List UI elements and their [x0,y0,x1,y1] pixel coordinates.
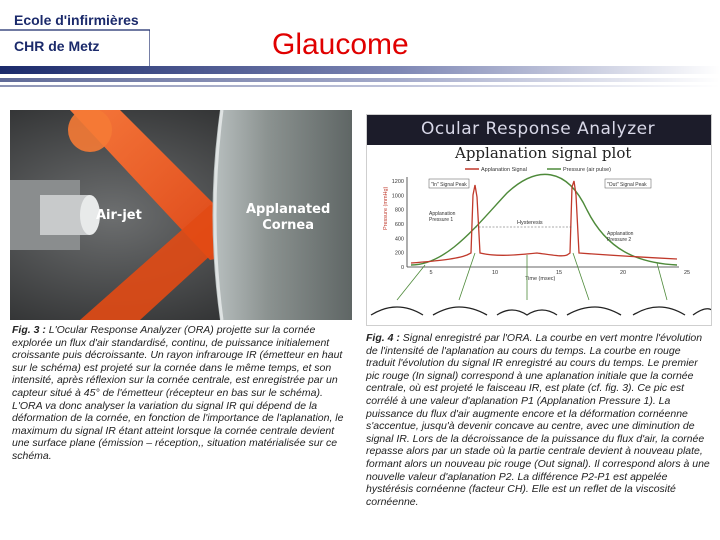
annot-in-peak: "In" Signal Peak [431,182,467,188]
applanated-label-line1: Applanated [246,202,331,217]
annot-hysteresis: Hysteresis [517,220,543,226]
slide-header [0,0,720,92]
ora-photo [10,110,352,320]
signal-plot-title: Applanation signal plot [455,144,632,162]
y-tick-label: 800 [394,207,404,214]
cornea-shapes [371,307,712,315]
x-tick-label: 20 [619,270,627,276]
ora-signal-figure [366,114,712,326]
annot-p1-line1: Applanation [429,211,456,217]
legend-applanation: Applanation Signal [481,167,527,173]
y-tick-label: 0 [400,265,404,271]
y-tick-label: 1000 [391,193,404,200]
y-tick-label: 1200 [391,179,404,185]
y-axis-label: Pressure (mmHg) [383,186,389,230]
y-ticks [392,179,404,271]
figure-4-caption-text: Signal enregistré par l'ORA. La courbe en vert montre l'évolution de l'intensité de l'aplanation au cours du temps. La courbe en rouge traduit l'évolution du signal IR enregistré au cours du temps. Le premier pic rouge (In signal) correspond à une aplanation initiale que la cornée centrale, où est projeté le faisceau IR, est plate (cf. fig. 3). Ce pic est corrélé à une valeur d'aplanation P1 (Applanation Pressure 1). La puissance du flux d'air augmente encore et la déformation cornéenne s'accentue, jusqu'à devenir concave au centre, avec une diminution de signal IR. Lors de la décroissance de la puissance du flux d'air, la cornée repasse alors par un stade où la partie centrale devient à nouveau plate, formant alors un nouveau pic rouge (Out signal). Il correspond alors à une nouvelle valeur d'aplanation P2. La différence P2-P1 est appelée hystérésis cornéenne (facteur CH). Elle est un reflet de la viscosité cornéenne. [366,332,710,508]
annot-p2-line2: Pressure 2 [607,237,632,243]
x-tick-label: 5 [429,270,433,276]
applanated-label-line2: Cornea [262,218,314,234]
x-tick-label: 10 [491,270,499,276]
y-tick-label: 400 [394,236,404,243]
institution-city: CHR de Metz [14,38,100,54]
slide-title: Glaucome [272,28,409,61]
signal-plot [367,115,712,326]
x-axis-label: Time (msec) [525,276,556,282]
ora-banner-text: Ocular Response Analyzer [421,119,656,139]
annot-p2-line1: Applanation [607,231,634,237]
figure-4-caption-prefix: Fig. 4 : [366,332,400,344]
annot-out-peak: "Out" Signal Peak [607,182,647,188]
figure-3-caption-prefix: Fig. 3 : [12,324,46,336]
institution-name: Ecole d'infirmières [14,12,139,28]
legend-pressure: Pressure (air pulse) [563,167,611,173]
applanated-cornea-label [246,202,330,235]
x-tick-label: 15 [555,270,563,276]
x-tick-label: 25 [683,270,691,276]
figure-3-caption-text: L'Ocular Response Analyzer (ORA) projette sur la cornée explorée un flux d'air standardisé, continu, de puissance initialement croissante puis décroissante. Un rayon infrarouge IR (émetteur en haut sur le schéma) est projeté sur la cornée dans le même temps, et son intensité, après réflexion sur la cornée centrale, est enregistrée par un capteur situé à 45° de l'émetteur (récepteur en bas sur le schéma). L'ORA va donc analyser la variation du signal IR qui dépend de la déformation de la cornée, en fonction de l'importance de l'aplanation, le maximum du signal IR étant atteint lorsque la cornée centrale devient une surface plane (émission – réception,, situation matérialisée sur ce schéma. [12,324,344,462]
figure-4-caption [366,332,712,508]
figure-3-caption [12,324,352,463]
annot-p1-line2: Pressure 1 [429,217,454,223]
y-tick-label: 600 [394,222,404,228]
y-tick-label: 200 [394,250,404,257]
airjet-label: Air-jet [96,208,142,223]
